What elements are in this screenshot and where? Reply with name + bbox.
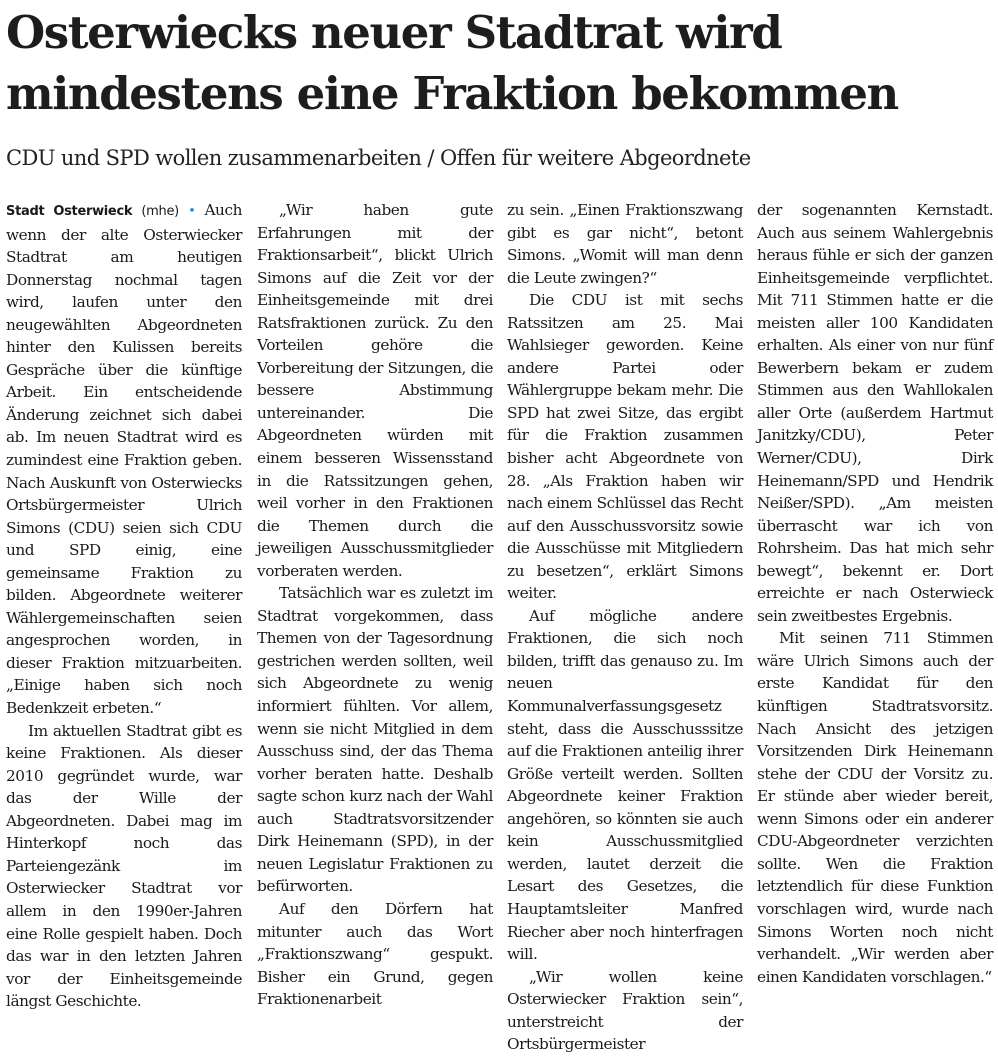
paragraph: Mit seinen 711 Stimmen wäre Ulrich Simons auch der erste Kandidat für den künftigen Stadtratsvorsitz. Nach Ansicht des jetzigen Vorsitzenden Dirk Heinemann stehe der CDU der Vorsitz zu. Er stünde aber wieder bereit, wenn Simons oder ein anderer CDU-Abgeordneter verzichten sollte. Wen die Fraktion letztendlich für diese Funktion vorschlagen wird, wurde nach Simons Worten noch nicht verhandelt. „Wir werden aber einen Kandidaten vorschlagen.“ [757, 629, 993, 986]
paragraph: zu sein. „Einen Fraktionszwang gibt es gar nicht“, betont Simons. „Womit will man denn die Leute zwingen?“ [507, 201, 743, 287]
paragraph: Die CDU ist mit sechs Ratssitzen am 25. Mai Wahlsieger geworden. Keine andere Partei oder Wählergruppe bekam mehr. Die SPD hat zwei Sitze, das ergibt für die Fraktion zusammen bisher acht Abgeordnete von 28. „Als Fraktion haben wir nach einem Schlüssel das Recht auf den Ausschussvorsitz sowie die Ausschüsse mit Mitgliedern zu besetzen“, erklärt Simons weiter. [507, 291, 743, 603]
dateline: Stadt Osterwieck [6, 204, 133, 219]
article-column-2 [257, 199, 493, 1011]
headline: Osterwiecks neuer Stadtrat wird mindestens eine Fraktion bekommen [6, 6, 898, 120]
paragraph: „Wir haben gute Erfahrungen mit der Fraktionsarbeit“, blickt Ulrich Simons auf die Zeit vor der Einheitsgemeinde mit drei Ratsfraktionen zurück. Zu den Vorteilen gehöre die Vorbereitung der Sitzungen, die bessere Abstimmung untereinander. Die Abgeordneten würden mit einem besseren Wissensstand in die Ratssitzungen gehen, weil vorher in den Fraktionen die Themen durch die jeweiligen Ausschussmitglieder vorberaten werden. [257, 201, 493, 580]
article-column-3 [507, 199, 743, 1056]
subheadline: CDU und SPD wollen zusammenarbeiten / Offen für weitere Abgeordnete [6, 146, 751, 170]
paragraph: Auf mögliche andere Fraktionen, die sich noch bilden, trifft das genauso zu. Im neuen Kommunalverfassungsgesetz steht, dass die Ausschusssitze auf die Fraktionen anteilig ihrer Größe verteilt werden. Sollten Abgeordnete keiner Fraktion angehören, so könnten sie auch kein Ausschussmitglied werden, lautet derzeit die Lesart des Gesetzes, die Hauptamtsleiter Manfred Riecher aber noch hinterfragen will. [507, 606, 743, 964]
paragraph: Auf den Dörfern hat mitunter auch das Wort „Fraktionszwang“ gespukt. Bisher ein Grund, gegen Fraktionenarbeit [257, 899, 493, 1009]
bullet-icon: • [188, 204, 196, 219]
article-column-1 [6, 199, 242, 1013]
paragraph [6, 199, 242, 720]
author-signature: (mhe) [141, 204, 179, 219]
paragraph: der sogenannten Kernstadt. Auch aus seinem Wahlergebnis heraus fühle er sich der ganzen Einheitsgemeinde verpflichtet. Mit 711 Stimmen hatte er die meisten aller 100 Kandidaten erhalten. Als einer von nur fünf Bewerbern bekam er zudem Stimmen aus den Wahllokalen aller Orte (außerdem Hartmut Janitzky/CDU), Peter Werner/CDU), Dirk Heinemann/SPD und Hendrik Neißer/SPD). „Am meisten überrascht war ich von Rohrsheim. Das hat mich sehr bewegt“, bekennt er. Dort erreichte er nach Osterwieck sein zweitbestes Ergebnis. [757, 201, 993, 625]
paragraph: „Wir wollen keine Osterwiecker Fraktion sein“, unterstreicht der Ortsbürgermeister [507, 967, 743, 1054]
paragraph: Im aktuellen Stadtrat gibt es keine Fraktionen. Als dieser 2010 gegründet wurde, war das der Wille der Abgeordneten. Dabei mag im Hinterkopf noch das Parteiengezänk im Osterwiecker Stadtrat vor allem in den 1990er-Jahren eine Rolle gespielt haben. Doch das war in den letzten Jahren vor der Einheitsgemeinde längst Geschichte. [6, 721, 242, 1011]
paragraph-text: Auch wenn der alte Osterwiecker Stadtrat am heutigen Donnerstag nochmal tagen wird, laufen unter den neugewählten Abgeordneten hinter den Kulissen bereits Gespräche über die künftige Arbeit. Ein entscheidende Änderung zeichnet sich dabei ab. Im neuen Stadtrat wird es zumindest eine Fraktion geben. Nach Auskunft von Osterwiecks Ortsbürgermeister Ulrich Simons (CDU) seien sich CDU und SPD einig, eine gemeinsame Fraktion zu bilden. Abgeordnete weiterer Wählergemeinschaften seien angesprochen worden, in dieser Fraktion mitzuarbeiten. „Einige haben sich noch Bedenkzeit erbeten.“ [6, 201, 242, 718]
paragraph: Tatsächlich war es zuletzt im Stadtrat vorgekommen, dass Themen von der Tagesordnung gestrichen werden sollten, weil sich Abgeordnete zu wenig informiert fühlten. Vor allem, wenn sie nicht Mitglied in dem Ausschuss sind, der das Thema vorher beraten hatte. Deshalb sagte schon kurz nach der Wahl auch Stadtratsvorsitzender Dirk Heinemann (SPD), in der neuen Legislatur Fraktionen zu befürworten. [257, 584, 493, 896]
article-column-4 [757, 199, 993, 988]
